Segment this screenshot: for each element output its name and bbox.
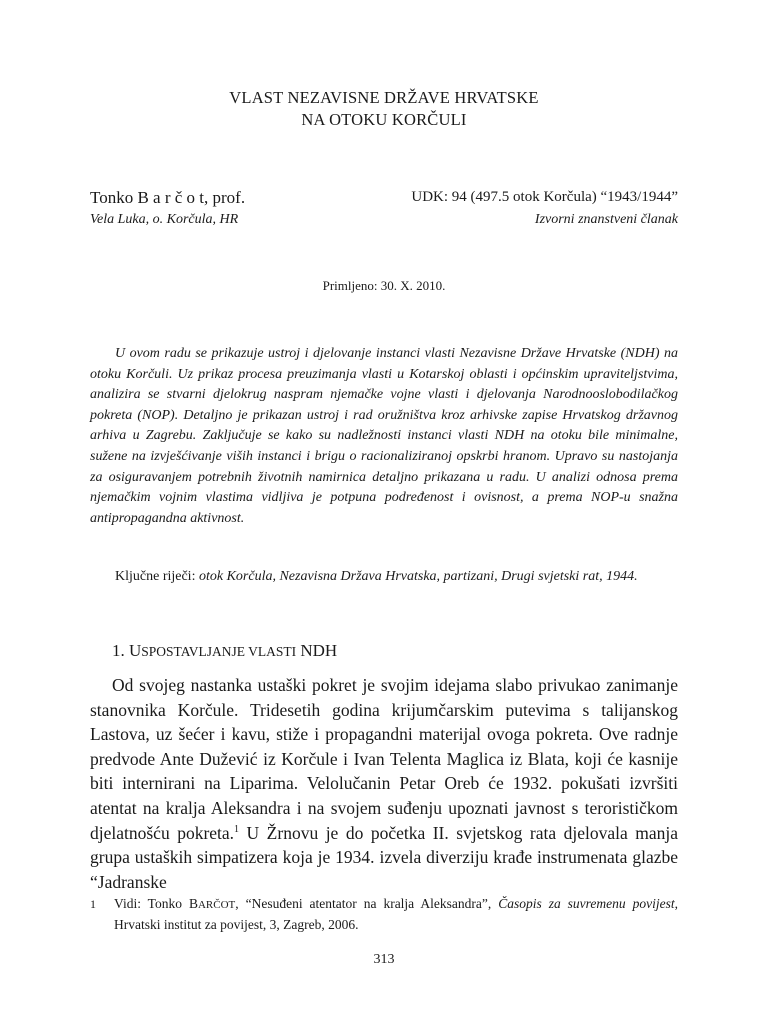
footnote-author-smallcaps: ARČOT: [197, 899, 236, 911]
abstract: U ovom radu se prikazuje ustroj i djelovanje instanci vlasti Nezavisne Države Hrvatske (NDH) na otoku Korčuli. Uz prikaz procesa preuzimanja vlasti u Kotarskoj oblasti i općinskim upraviteljstvima, analizira se stvarni djelokrug naspram njemačke vojne vlasti i djelovanja Narodnooslobodilačkog pokreta (NOP). Detaljno je prikazan ustroj i rad oružništva kroz arhivske zapise Hrvatskog državnog arhiva u Zagrebu. Zaključuje se kako su nadležnosti instanci vlasti NDH na otoku bile minimalne, sužene na izvješćivanje viših instanci i brigu o racionaliziranoj opskrbi hranom. Upravo su nastojanja za osiguravanjem potrebnih životnih namirnica detaljno prikazana u radu. U analizi odnosa prema njemačkim vojnim vlastima vidljiva je potpuna podređenost i ovisnost, a prema NOP-u snažna antipropagandna aktivnost.: [90, 346, 678, 526]
keywords-label: Ključne riječi:: [115, 569, 196, 584]
section-number: 1.: [112, 641, 125, 660]
article-title-line-1: VLAST NEZAVISNE DRŽAVE HRVATSKE: [229, 88, 539, 107]
section-title-initial: U: [129, 641, 142, 660]
author-location: Vela Luka, o. Korčula, HR: [90, 212, 239, 227]
section-title-suffix: NDH: [300, 641, 338, 660]
body-text-part-1: Od svojeg nastanka ustaški pokret je svojim idejama slabo privukao zanimanje stanovnika Korčule. Tridesetih godina krijumčarskim putevima s talijanskog Lastova, uz šećer i kavu, stiže i propagandni materijal ovoga pokreta. Ove radnje predvode Ante Dužević iz Korčule i Ivan Telenta Maglica iz Blata, koji će kasnije biti internirani na Liparima. Velolučanin Petar Oreb će 1932. pokušati izvršiti atentat na kralja Aleksandra i na svojem suđenju upoznati javnost s terorističkom djelatnošću pokreta.: [90, 675, 678, 843]
section-heading: [112, 641, 337, 661]
keywords: [90, 567, 678, 587]
footnote-author: [189, 896, 235, 911]
footnote-number: 1: [90, 897, 96, 911]
footnote-text-before: Vidi: Tonko: [114, 896, 189, 911]
footnote-author-initial: B: [188, 896, 198, 911]
article-type: Izvorni znanstveni članak: [534, 212, 678, 227]
author-name: Tonko B a r č o t, prof.: [90, 188, 246, 207]
footnote-text: [114, 894, 678, 935]
article-title-line-2: NA OTOKU KORČULI: [301, 110, 467, 129]
udk-classification: UDK: 94 (497.5 otok Korčula) “1943/1944”: [411, 189, 678, 205]
keywords-list: otok Korčula, Nezavisna Država Hrvatska, partizani, Drugi svjetski rat, 1944.: [198, 569, 638, 584]
footnote-text-middle: , “Nesuđeni atentator na kralja Aleksandra”,: [235, 896, 499, 911]
footnote-text-after: , Hrvatski institut za povijest, 3, Zagreb, 2006.: [114, 896, 678, 932]
body-paragraph: [90, 673, 678, 894]
footnote-reference[interactable]: 1: [234, 823, 240, 835]
received-date: Primljeno: 30. X. 2010.: [322, 278, 446, 293]
page-number: 313: [373, 952, 395, 967]
footnote: [90, 894, 678, 935]
section-title-smallcaps: SPOSTAVLJANJE VLASTI: [141, 644, 297, 659]
footnote-source: Časopis za suvremenu povijest: [498, 896, 675, 911]
body-text-part-2: U Žrnovu je do početka II. svjetskog rata djelovala manja grupa ustaških simpatizera koja je 1934. izvela diverziju krađe instrumenata glazbe “Jadranske: [90, 822, 678, 892]
